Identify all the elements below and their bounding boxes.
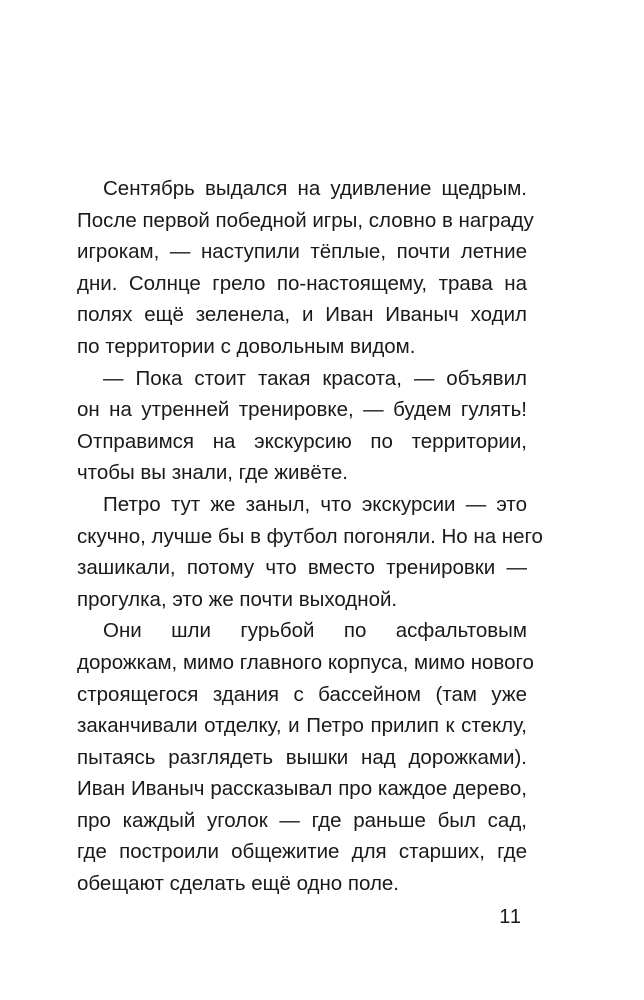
text-line: заканчивали отделку, и Петро прилип к стеклу,: [77, 714, 527, 738]
text-line: чтобы вы знали, где живёте.: [77, 461, 348, 485]
paragraph: [77, 173, 534, 363]
text-line: дни. Солнце грело по-настоящему, трава на: [77, 271, 527, 295]
text-line: — Пока стоит такая красота, — объявил: [103, 366, 527, 390]
paragraph: [77, 489, 543, 615]
text-line: пытаясь разглядеть вышки над дорожками).: [77, 745, 527, 769]
text-line: Отправимся на экскурсию по территории,: [77, 429, 527, 453]
paragraph: [77, 363, 527, 489]
text-line: где построили общежитие для старших, где: [77, 840, 527, 864]
text-line: После первой победной игры, словно в награду: [77, 208, 534, 232]
text-line: обещают сделать ещё одно поле.: [77, 872, 400, 896]
text-line: скучно, лучше бы в футбол погоняли. Но на него: [77, 524, 543, 548]
page-number: 11: [499, 906, 522, 928]
text-line: прогулка, это же почти выходной.: [77, 587, 398, 611]
text-line: полях ещё зеленела, и Иван Иваныч ходил: [77, 303, 527, 327]
body-text: [77, 173, 543, 900]
text-line: строящегося здания с бассейном (там уже: [77, 682, 527, 706]
text-line: Петро тут же заныл, что экскурсии — это: [103, 492, 527, 516]
text-line: Сентябрь выдался на удивление щедрым.: [103, 177, 527, 200]
text-line: Они шли гурьбой по асфальтовым: [103, 619, 527, 643]
text-line: игрокам, — наступили тёплые, почти летние: [77, 240, 527, 264]
text-line: он на утренней тренировке, — будем гулять!: [77, 398, 527, 422]
text-line: по территории с довольным видом.: [77, 334, 416, 358]
paragraph: [77, 615, 534, 899]
text-line: Иван Иваныч рассказывал про каждое дерево,: [77, 777, 527, 801]
text-line: дорожкам, мимо главного корпуса, мимо нового: [77, 650, 534, 674]
text-line: зашикали, потому что вместо тренировки —: [77, 556, 527, 580]
text-line: про каждый уголок — где раньше был сад,: [77, 808, 527, 832]
